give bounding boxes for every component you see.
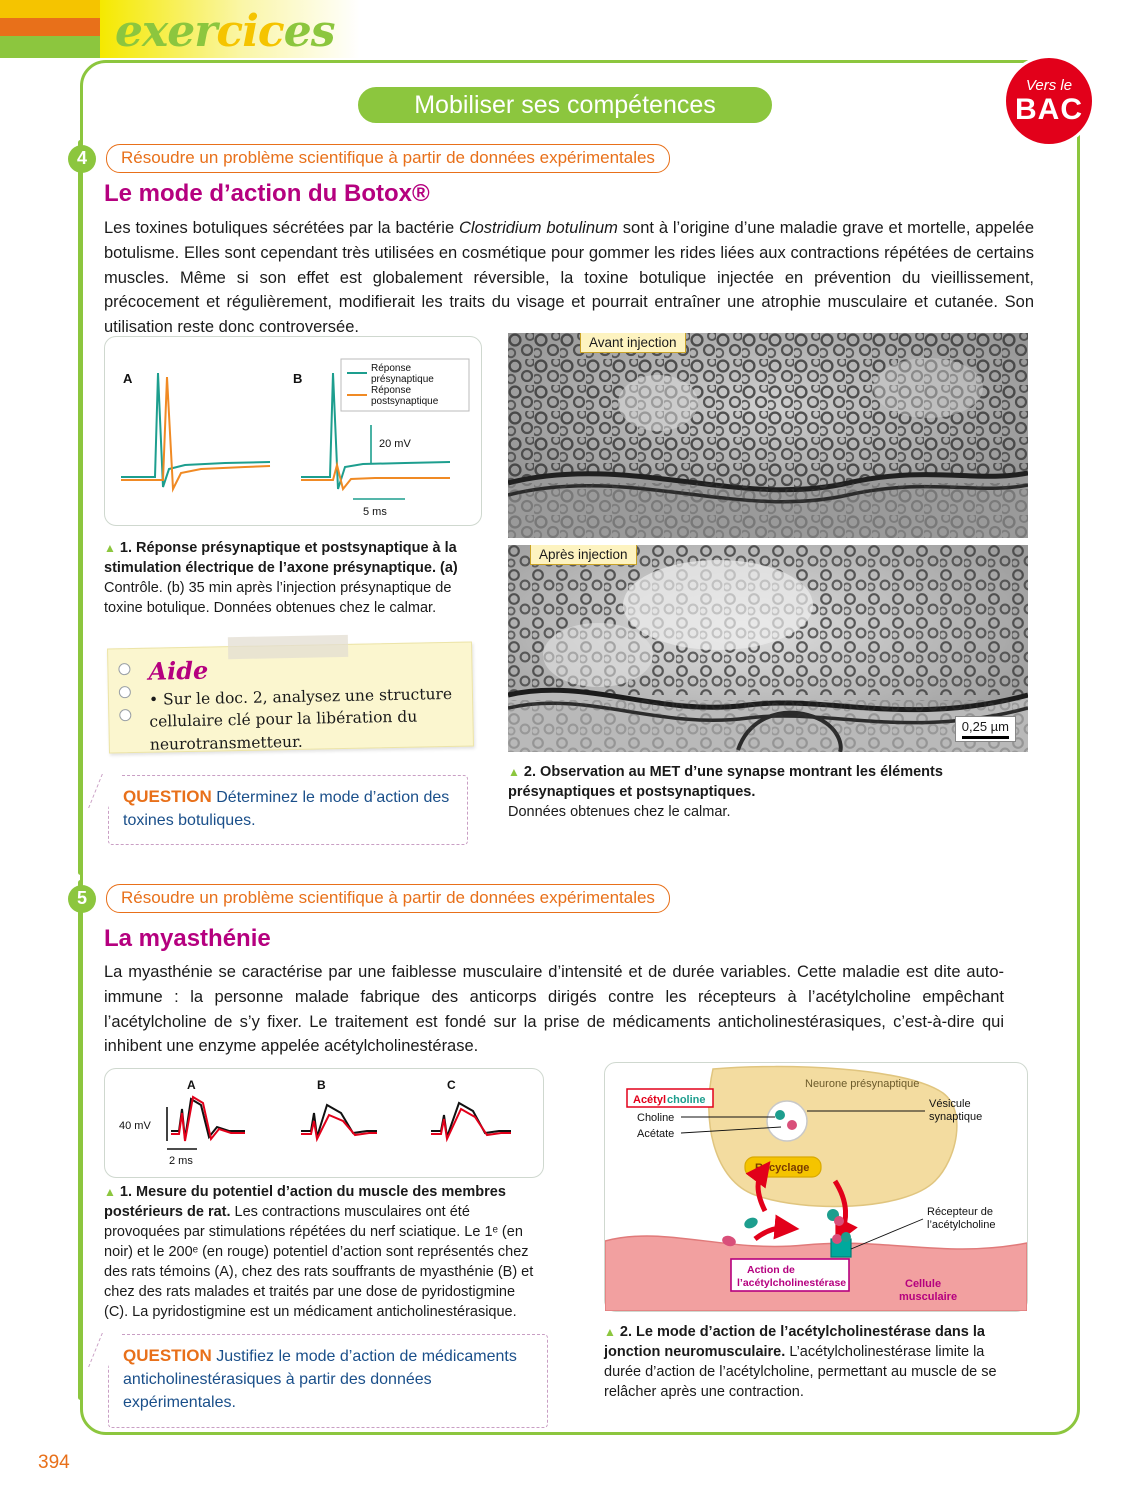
- svg-text:choline: choline: [667, 1094, 706, 1106]
- svg-text:Neurone présynaptique: Neurone présynaptique: [805, 1078, 920, 1090]
- svg-text:Acétate: Acétate: [637, 1128, 675, 1140]
- exercise4-figure1: [104, 336, 482, 526]
- synapse-diagram-svg: [605, 1063, 1027, 1311]
- exercise5-figure1-caption: [104, 1182, 534, 1322]
- met-before-image: [508, 333, 1028, 538]
- svg-text:synaptique: synaptique: [929, 1111, 983, 1123]
- svg-text:Acétyl: Acétyl: [633, 1094, 667, 1106]
- svg-text:Action de: Action de: [747, 1264, 795, 1276]
- caption-triangle-icon: ▲: [104, 1185, 116, 1199]
- svg-text:5 ms: 5 ms: [363, 506, 387, 518]
- bac-badge-big: BAC: [1015, 92, 1083, 126]
- page-number: 394: [38, 1452, 70, 1473]
- hole-icon: [118, 663, 130, 675]
- svg-text:Récepteur de: Récepteur de: [927, 1206, 994, 1218]
- aide-title: Aide: [148, 655, 209, 686]
- svg-text:B: B: [317, 1078, 326, 1092]
- svg-text:présynaptique: présynaptique: [371, 374, 434, 385]
- exercise5-figure1-caption-rest: Les contractions musculaires ont été provoquées par stimulations répétées du nerf sciatique. Le 1ᵉ (en noir) et le 200ᵉ (en rouge) potentiel d’action sont représentés chez des rats témoins (A), chez des rats souffrants de myasthénie (B) et chez des rats malades et traités par une dose de pyridostigmine (C). La pyridostigmine est un médicament anticholinestérasique.: [104, 1204, 534, 1320]
- exercise5-title: La myasthénie: [104, 925, 271, 952]
- exercise5-pill: Résoudre un problème scientifique à partir de données expérimentales: [106, 884, 670, 913]
- exercise4-question-text: Déterminez le mode d’action des toxines botuliques.: [123, 789, 450, 830]
- exercise5-figure2-caption-rest: L’acétylcholinestérase limite la durée d’action de l’acétylcholine, permettant au muscle de se relâcher après une contraction.: [604, 1344, 997, 1400]
- svg-text:musculaire: musculaire: [899, 1291, 958, 1303]
- exercise5-header: [68, 884, 670, 913]
- exercise4-traces-svg: [105, 337, 481, 525]
- svg-text:20 mV: 20 mV: [379, 438, 411, 450]
- exercise5-number: 5: [68, 885, 96, 913]
- svg-text:postsynaptique: postsynaptique: [371, 396, 439, 407]
- exercise4-figure1-caption-bold: 1. Réponse présynaptique et postsynaptique à la stimulation électrique de l’axone présynaptique. (a): [104, 540, 458, 576]
- exercise5-figure2-caption: [604, 1322, 1024, 1402]
- exercise5-traces-svg: [105, 1069, 543, 1177]
- exercise5-figure1-caption-bold: 1. Mesure du potentiel d’action du muscle des membres postérieurs de rat.: [104, 1184, 506, 1220]
- caption-triangle-icon: ▲: [104, 541, 116, 555]
- exercise4-intro: Les toxines botuliques sécrétées par la bactérie Clostridium botulinum sont à l’origine d’une maladie grave et mortelle, appelée botulisme. Elles sont cependant très utilisées en cosmétique pour gommer les rides liées aux contractions répétées de certains muscles. Même si son effet est globalement réversible, la toxine botulique injectée en prévention du vieillissement, précocement et régulièrement, modifierait les traits du visage et pourrait entraîner une atrophie musculaire et cutanée. Son utilisation reste donc controversée.: [104, 219, 1034, 336]
- exercise4-figure1-caption: [104, 538, 476, 618]
- exercise5-question-label: QUESTION: [123, 1346, 212, 1365]
- exercise4-question-box: [108, 775, 468, 845]
- svg-text:l’acétylcholinestérase: l’acétylcholinestérase: [737, 1277, 847, 1289]
- scale-bar: [955, 716, 1016, 742]
- exercise4-number: 4: [68, 145, 96, 173]
- aide-smudge: [228, 635, 348, 659]
- hole-icon: [119, 686, 131, 698]
- exercise4-figure2-caption: [508, 762, 1020, 822]
- scale-bar-line: [962, 736, 1009, 739]
- met-before-label: Avant injection: [580, 333, 686, 353]
- svg-text:2 ms: 2 ms: [169, 1155, 193, 1167]
- svg-text:C: C: [447, 1078, 456, 1092]
- svg-text:Vésicule: Vésicule: [929, 1098, 971, 1110]
- exercise4-figure1-caption-rest: Contrôle. (b) 35 min après l’injection présynaptique de toxine botulique. Données obtenues chez le calmar.: [104, 580, 452, 616]
- met-after-label: Après injection: [530, 545, 637, 565]
- met-after-image: [508, 545, 1028, 752]
- exercise5-intro: La myasthénie se caractérise par une faiblesse musculaire d’intensité et de durée variables. Cette maladie est dite auto-immune : la personne malade fabrique des anticorps dirigés contre les récepteurs à l’acétylcholine empêchant l’acétylcholine de s’y fixer. Le traitement est fondé sur la prise de médicaments anticholinestérasiques, c’est-à-dire qui inhibent une enzyme appelée acétylcholinestérase.: [104, 963, 1004, 1056]
- exercise4-side-rule: [78, 140, 83, 875]
- met-photo-after: [508, 545, 1028, 752]
- met-photo-before: [508, 333, 1028, 538]
- exercise4-question-label: QUESTION: [123, 787, 212, 806]
- exercise5-question-text: Justifiez le mode d’action de médicaments anticholinestérasiques à partir des données expérimentales.: [123, 1348, 517, 1412]
- svg-text:Réponse: Réponse: [371, 385, 412, 396]
- caption-triangle-icon: ▲: [604, 1325, 616, 1339]
- svg-text:Réponse: Réponse: [371, 363, 412, 374]
- exercise5-side-rule: [78, 880, 83, 1400]
- bac-badge: [1003, 55, 1095, 147]
- exercise4-title: Le mode d’action du Botox®: [104, 180, 430, 207]
- exercise5-figure2-caption-bold: 2. Le mode d’action de l’acétylcholinestérase dans la jonction neuromusculaire.: [604, 1324, 985, 1360]
- svg-text:Cellule: Cellule: [905, 1278, 942, 1290]
- aide-punch-holes: [118, 663, 131, 732]
- exercise5-figure2: [604, 1062, 1028, 1312]
- header-bar-green: [0, 36, 100, 58]
- svg-text:Choline: Choline: [637, 1112, 675, 1124]
- page-title: exercices: [115, 6, 335, 57]
- bac-badge-small: Vers le: [1025, 76, 1073, 94]
- exercise4-figure2-caption-rest: Données obtenues chez le calmar.: [508, 804, 731, 820]
- exercise4-pill: Résoudre un problème scientifique à partir de données expérimentales: [106, 144, 670, 173]
- svg-text:40 mV: 40 mV: [119, 1120, 151, 1132]
- svg-text:A: A: [187, 1078, 196, 1092]
- exercise5-figure1: [104, 1068, 544, 1178]
- caption-triangle-icon: ▲: [508, 765, 520, 779]
- aide-note: [107, 642, 474, 754]
- scale-bar-text: 0,25 µm: [961, 719, 1009, 734]
- section-banner: Mobiliser ses compétences: [355, 84, 775, 126]
- exercise4-figure2-caption-bold: 2. Observation au MET d’une synapse montrant les éléments présynaptiques et postsynaptiques.: [508, 764, 943, 800]
- svg-text:A: A: [123, 371, 133, 386]
- svg-text:l’acétylcholine: l’acétylcholine: [927, 1219, 996, 1231]
- svg-text:B: B: [293, 371, 303, 386]
- svg-text:Recyclage: Recyclage: [755, 1162, 810, 1174]
- exercise5-question-box: [108, 1334, 548, 1428]
- exercise4-header: [68, 144, 670, 173]
- aide-text: • Sur le doc. 2, analysez une structure cellulaire clé pour la libération du neurotransmetteur.: [148, 684, 453, 754]
- header-bar-orange: [0, 18, 100, 36]
- header-bar-yellow: [0, 0, 100, 18]
- hole-icon: [119, 709, 131, 721]
